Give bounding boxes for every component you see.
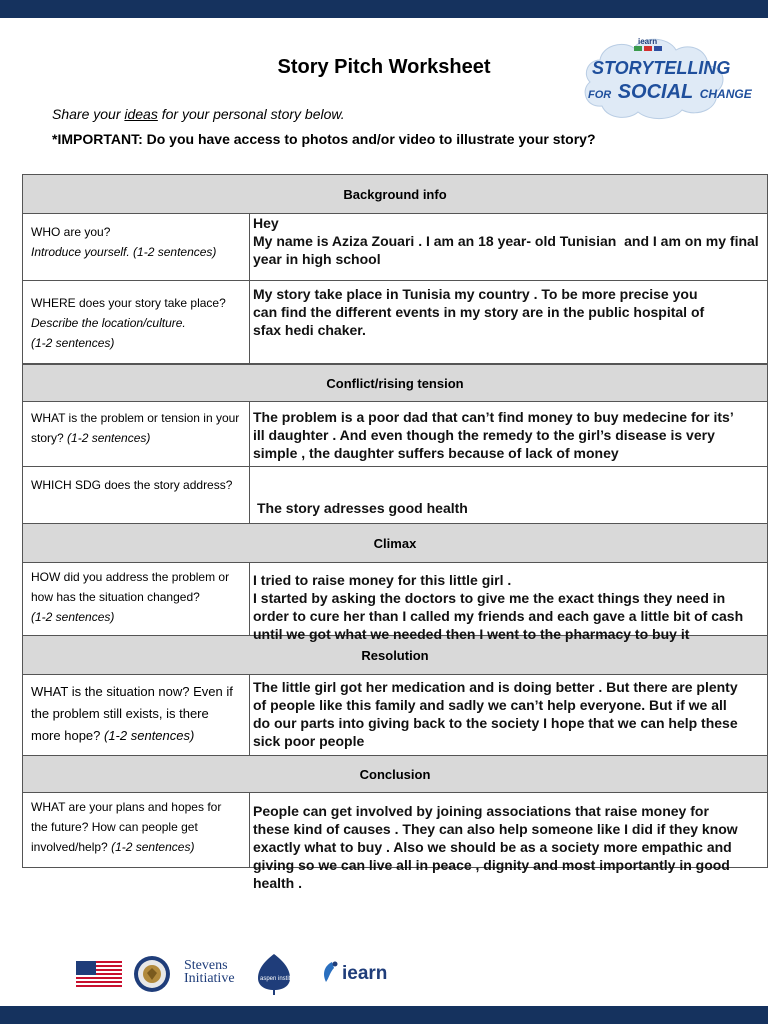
logo-brand-text: iearn: [638, 37, 658, 46]
logo-change: CHANGE: [699, 87, 752, 101]
question-what-hint: (1-2 sentences): [63, 431, 151, 445]
answer-where: My story take place in Tunisia my country . To be more precise you can find the different events in my story are in the public hospital of sfax hedi chaker.: [253, 286, 705, 338]
flag-icon: [654, 46, 662, 51]
question-sdg-rest: does the story address?: [101, 478, 233, 492]
question-how: [22, 562, 250, 636]
footer-logos: [76, 952, 406, 996]
stevens-line1: Stevens: [184, 958, 228, 973]
intro-text: [52, 106, 345, 122]
iearn-swirl-icon: [320, 960, 340, 986]
question-who-hint: Introduce yourself. (1-2 sentences): [31, 245, 217, 259]
section-conclusion: Conclusion: [22, 755, 768, 793]
question-how-rest: did you address the problem or how has the situation changed?: [31, 570, 230, 604]
aspen-text: aspen institute: [260, 976, 299, 982]
question-plans-rest: are your plans and hopes for the future? How can people get involved/help?: [31, 800, 222, 854]
question-who-rest: are you?: [60, 225, 111, 239]
intro-prefix: Share your: [52, 106, 125, 122]
storytelling-logo: [578, 30, 752, 125]
question-what: [22, 401, 250, 467]
question-who-bold: WHO: [31, 225, 61, 239]
stevens-initiative-logo: [184, 959, 235, 985]
question-what-bold: WHAT: [31, 411, 66, 425]
section-background: Background info: [22, 174, 768, 214]
section-resolution: Resolution: [22, 635, 768, 675]
top-bar: [0, 0, 768, 18]
answer-who: Hey My name is Aziza Zouari . I am an 18 year- old Tunisian and I am on my final year in high school: [253, 215, 759, 267]
flag-icon: [644, 46, 652, 51]
bottom-bar: [0, 1006, 768, 1024]
svg-text:FOR SOCIAL CHANGE: [588, 81, 753, 103]
section-climax: Climax: [22, 523, 768, 563]
question-what-rest: is the problem or tension in your story?: [31, 411, 240, 445]
question-now-bold: WHAT: [31, 684, 69, 699]
answer-how: I tried to raise money for this little girl . I started by asking the doctors to give me the exact things they need in order to cure her than I called my friends and each gave a little bit of cash until we got what we needed then I went to the pharmacy to buy it: [253, 572, 744, 642]
us-flag-icon: [76, 961, 122, 987]
question-where: [22, 280, 250, 364]
flag-icon: [634, 46, 642, 51]
question-now-rest: is the situation now? Even if the problem still exists, is there more hope?: [31, 684, 233, 743]
aspen-institute-logo: [252, 952, 310, 996]
question-where-hint2: (1-2 sentences): [31, 336, 115, 350]
answer-plans: People can get involved by joining associations that raise money for these kind of causes . They can also help someone like I did if they know exactly what to buy . Also we should be as a society more empathic and giving so we can live all in peace , dignity and most importantly in good health .: [253, 803, 738, 891]
question-now-hint: (1-2 sentences): [100, 728, 195, 743]
worksheet-table: [22, 174, 768, 891]
logo-for: FOR: [588, 89, 612, 101]
answer-what: The problem is a poor dad that can’t find money to buy medecine for its’ ill daughter . And even though the remedy to the girl’s disease is very simple , the daughter suffers because of lack of money: [253, 409, 733, 461]
question-who: [22, 213, 250, 281]
question-where-hint: Describe the location/culture.: [31, 316, 186, 330]
intro-ideas: ideas: [124, 106, 158, 122]
intro-suffix: for your personal story below.: [157, 106, 345, 122]
question-sdg-bold: WHICH SDG: [31, 478, 101, 492]
answer-sdg: The story adresses good health: [257, 500, 468, 516]
question-how-hint: (1-2 sentences): [31, 610, 115, 624]
answer-now: The little girl got her medication and is doing better . But there are plenty of people like this family and sadly we can’t help everyone. But if we all do our parts into giving back to the society I hope that we can help these sick poor people: [253, 679, 738, 749]
question-plans-bold: WHAT: [31, 800, 66, 814]
iearn-text: iearn: [342, 963, 388, 984]
question-where-bold: WHERE: [31, 296, 76, 310]
question-now: [22, 674, 250, 756]
question-plans-hint: (1-2 sentences): [107, 840, 195, 854]
iearn-logo: [320, 960, 400, 986]
question-sdg: [22, 466, 250, 524]
logo-social: SOCIAL: [617, 81, 694, 103]
state-department-seal-icon: [133, 955, 171, 993]
question-how-bold: HOW: [31, 570, 61, 584]
page-title: Story Pitch Worksheet: [277, 56, 491, 78]
important-note: *IMPORTANT: Do you have access to photos and/or video to illustrate your story?: [52, 131, 596, 147]
question-plans: [22, 792, 250, 868]
section-conflict: Conflict/rising tension: [22, 364, 768, 402]
logo-line1: STORYTELLING: [592, 58, 731, 78]
question-where-rest: does your story take place?: [75, 296, 226, 310]
stevens-line2: Initiative: [184, 971, 235, 986]
